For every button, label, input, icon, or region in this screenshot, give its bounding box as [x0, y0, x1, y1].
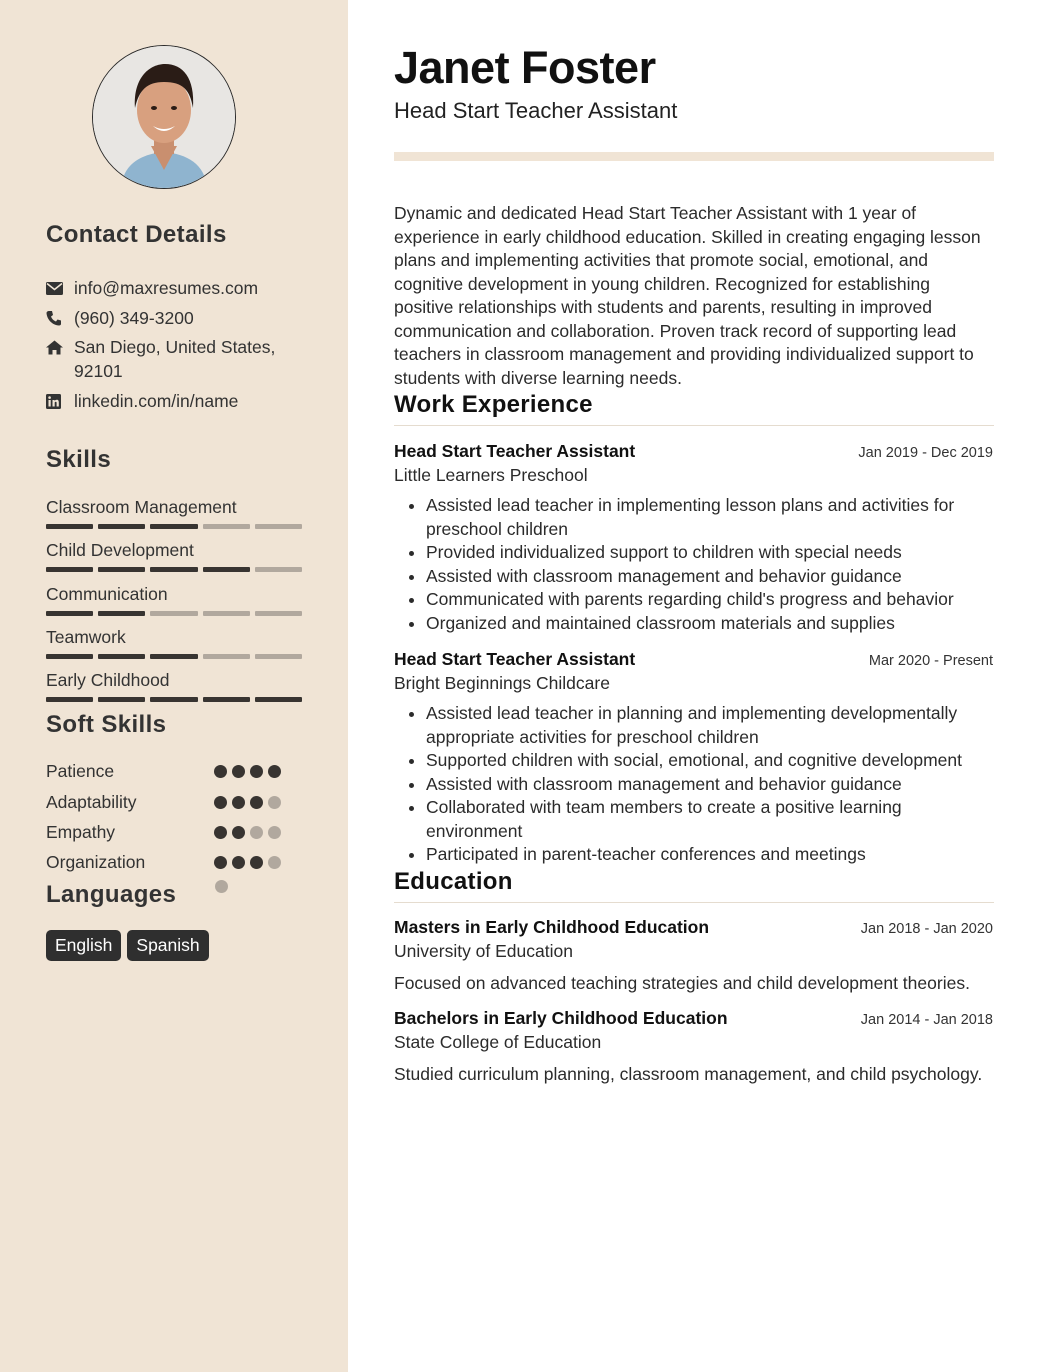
skill-level-segment — [46, 697, 93, 702]
education-description: Studied curriculum planning, classroom management, and child psychology. — [394, 1064, 983, 1084]
rating-dot — [214, 826, 227, 839]
language-badge: Spanish — [127, 930, 208, 961]
soft-skill-rating — [214, 765, 281, 778]
job-bullet: • Organized and maintained classroom materials and supplies — [426, 612, 994, 636]
skill-item — [46, 539, 302, 572]
rating-dot — [232, 826, 245, 839]
skill-level-bar — [46, 567, 302, 572]
profile-photo — [92, 45, 236, 189]
rating-dot — [214, 856, 227, 869]
rating-dot — [250, 826, 263, 839]
job-entry — [394, 649, 994, 867]
work-experience-heading: Work Experience — [394, 391, 994, 426]
skill-level-segment — [46, 611, 93, 616]
contact-heading: Contact Details — [46, 221, 227, 248]
skill-level-segment — [150, 524, 197, 529]
phone-text: (960) 349-3200 — [74, 308, 194, 328]
skill-level-segment — [255, 524, 302, 529]
skill-level-segment — [255, 611, 302, 616]
skill-label: Early Childhood — [46, 670, 170, 690]
job-role: Head Start Teacher Assistant — [394, 441, 636, 461]
education-entry — [394, 917, 994, 996]
job-bullet: • Participated in parent-teacher conferences and meetings — [426, 843, 994, 867]
soft-skill-rating — [214, 796, 281, 809]
skill-item — [46, 669, 302, 702]
education-dates: Jan 2018 - Jan 2020 — [860, 921, 993, 937]
candidate-title: Head Start Teacher Assistant — [394, 98, 678, 123]
sidebar — [0, 0, 348, 1372]
soft-skill-rating — [214, 826, 281, 839]
education-dates: Jan 2014 - Jan 2018 — [860, 1012, 993, 1028]
address-text: San Diego, United States, 92101 — [74, 337, 276, 381]
job-bullet: • Assisted with classroom management and behavior guidance — [426, 565, 994, 589]
profile-photo-illustration — [93, 46, 235, 188]
language-badge: English — [46, 930, 121, 961]
soft-skills-heading: Soft Skills — [46, 711, 167, 738]
soft-skill-label: Patience — [46, 760, 115, 781]
skill-level-segment — [150, 697, 197, 702]
skill-level-segment — [255, 697, 302, 702]
home-icon — [46, 335, 64, 359]
skill-level-bar — [46, 524, 302, 529]
summary-text: Dynamic and dedicated Head Start Teacher Assistant with 1 year of experience in early childhood education. Skilled in creating engaging lesson plans and implementing activities that promote social, emotional, and cognitive development in young children. Recognized for establishing positive relationships with students and parents, resulting in improved communication and collaboration. Proven track record of supporting lead teachers in classroom management and providing individualized support to students with diverse learning needs. — [394, 203, 981, 388]
job-dates: Mar 2020 - Present — [868, 653, 993, 669]
skill-level-segment — [98, 567, 145, 572]
rating-dot — [232, 765, 245, 778]
job-bullet: • Supported children with social, emotional, and cognitive development — [426, 749, 994, 773]
linkedin-icon — [46, 389, 64, 413]
email-text[interactable]: info@maxresumes.com — [74, 278, 259, 298]
rating-dot — [232, 856, 245, 869]
soft-skill-item — [46, 791, 296, 813]
contact-address — [46, 335, 294, 383]
job-entry — [394, 441, 994, 635]
rating-dot — [268, 796, 281, 809]
skill-label: Teamwork — [46, 627, 126, 647]
rating-dot — [250, 765, 263, 778]
contact-phone — [46, 306, 294, 330]
education-heading: Education — [394, 868, 994, 903]
job-bullet: • Provided individualized support to children with special needs — [426, 541, 994, 565]
skill-level-segment — [46, 567, 93, 572]
job-bullets — [394, 494, 994, 635]
header-divider — [394, 152, 994, 161]
degree-name: Bachelors in Early Childhood Education — [394, 1008, 728, 1028]
skills-heading: Skills — [46, 446, 112, 473]
job-bullets — [394, 702, 994, 867]
job-bullet: • Assisted lead teacher in implementing lesson plans and activities for preschool children — [426, 494, 994, 541]
skill-level-segment — [98, 524, 145, 529]
school-name: State College of Education — [394, 1032, 602, 1052]
education-description: Focused on advanced teaching strategies and child development theories. — [394, 973, 970, 993]
job-bullet: • Communicated with parents regarding child's progress and behavior — [426, 588, 994, 612]
skill-item — [46, 626, 302, 659]
job-bullet: • Assisted with classroom management and behavior guidance — [426, 773, 994, 797]
rating-dot — [268, 826, 281, 839]
job-organization: Bright Beginnings Childcare — [394, 673, 610, 693]
languages-list — [46, 930, 209, 961]
rating-dot — [232, 796, 245, 809]
soft-skill-rating — [214, 856, 281, 869]
soft-skill-item — [46, 760, 296, 782]
skill-level-bar — [46, 611, 302, 616]
skill-level-segment — [203, 611, 250, 616]
rating-dot — [214, 796, 227, 809]
school-name: University of Education — [394, 941, 573, 961]
skill-level-segment — [150, 654, 197, 659]
skill-level-segment — [46, 524, 93, 529]
skill-label: Child Development — [46, 540, 194, 560]
skill-level-segment — [98, 654, 145, 659]
rating-dot — [268, 856, 281, 869]
degree-name: Masters in Early Childhood Education — [394, 917, 710, 937]
skill-level-segment — [203, 697, 250, 702]
job-dates: Jan 2019 - Dec 2019 — [858, 445, 993, 461]
skill-level-segment — [98, 697, 145, 702]
skill-level-segment — [46, 654, 93, 659]
rating-dot — [268, 765, 281, 778]
candidate-name: Janet Foster — [394, 42, 656, 93]
skill-level-segment — [255, 567, 302, 572]
linkedin-text[interactable]: linkedin.com/in/name — [74, 391, 239, 411]
envelope-icon — [46, 276, 64, 300]
skill-level-segment — [255, 654, 302, 659]
languages-heading: Languages — [46, 881, 177, 908]
skill-level-segment — [203, 567, 250, 572]
skill-level-segment — [98, 611, 145, 616]
job-organization: Little Learners Preschool — [394, 465, 588, 485]
education-entry — [394, 1008, 994, 1087]
skill-label: Communication — [46, 584, 168, 604]
rating-dot — [250, 856, 263, 869]
skill-level-segment — [150, 611, 197, 616]
rating-dot — [250, 796, 263, 809]
contact-email — [46, 276, 294, 300]
rating-dot — [214, 765, 227, 778]
soft-skill-item — [46, 821, 296, 843]
soft-skill-extra-dot — [215, 880, 228, 893]
phone-icon — [46, 306, 64, 330]
skill-level-bar — [46, 654, 302, 659]
skill-label: Classroom Management — [46, 497, 237, 517]
skill-level-segment — [203, 654, 250, 659]
skill-level-segment — [203, 524, 250, 529]
skill-item — [46, 583, 302, 616]
job-bullet: • Assisted lead teacher in planning and implementing developmentally appropriate activities for preschool children — [426, 702, 994, 749]
job-role: Head Start Teacher Assistant — [394, 649, 636, 669]
soft-skill-item — [46, 851, 296, 873]
skill-level-bar — [46, 697, 302, 702]
job-bullet: • Collaborated with team members to create a positive learning environment — [426, 796, 994, 843]
skill-item — [46, 496, 302, 529]
contact-linkedin — [46, 389, 294, 413]
soft-skill-label: Organization — [46, 851, 146, 872]
skill-level-segment — [150, 567, 197, 572]
soft-skill-label: Empathy — [46, 821, 116, 842]
soft-skill-label: Adaptability — [46, 791, 137, 812]
